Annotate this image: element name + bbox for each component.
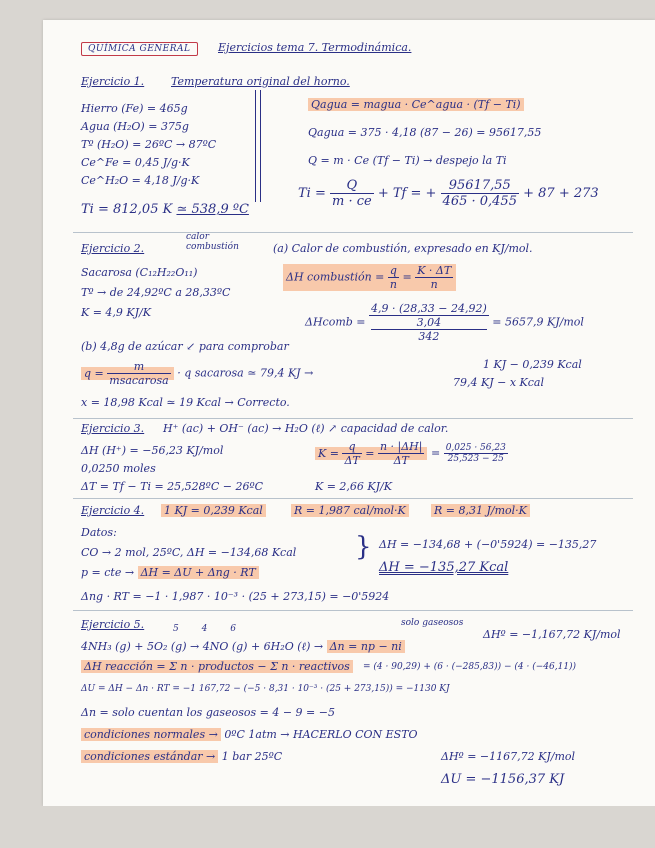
background-margin (0, 806, 655, 848)
ex2-line: Tº → de 24,92ºC a 28,33ºC (81, 286, 231, 299)
ex5-l5c: ΔHº = −1167,72 KJ/mol (441, 750, 576, 763)
ex2-conv1: 1 KJ − 0,239 Kcal (483, 358, 582, 371)
ex2-note: calor combustión (186, 232, 239, 252)
ex5-l3: Δn = solo cuentan los gaseosos = 4 − 9 = −5 (81, 706, 335, 719)
page-title: Ejercicios tema 7. Termodinámica. (218, 41, 412, 54)
ex1-line: Ce^H₂O = 4,18 J/g·K (81, 174, 200, 187)
ex5-l5: condiciones estándar → 1 bar 25ºC (81, 750, 282, 763)
divider-line (260, 90, 261, 202)
subject-label: QUÍMICA GENERAL (81, 42, 198, 56)
ex5-coef: 5 4 6 (173, 624, 236, 634)
ex1-line: Hierro (Fe) = 465g (81, 102, 188, 115)
ex4-const: R = 8,31 J/mol·K (431, 504, 530, 517)
section-separator (73, 498, 633, 499)
ex2-x: x = 18,98 Kcal ≃ 19 Kcal → Correcto. (81, 396, 290, 409)
ex1-subtitle: Temperatura original del horno. (171, 75, 350, 88)
ex2-a: (a) Calor de combustión, expresado en KJ/mol. (273, 242, 533, 255)
ex4-line: CO → 2 mol, 25ºC, ΔH = −134,68 Kcal (81, 546, 297, 559)
ex4-r2: ΔH = −135,27 Kcal (379, 560, 509, 575)
ex2-b: (b) 4,8g de azúcar ↙ para comprobar (81, 340, 289, 353)
ex2-q: q = $\frac{m}{\text{msacarosa}}$ · q sacarosa ≃ 79,4 KJ → (81, 360, 313, 387)
brace: } (355, 532, 372, 562)
ex1-q2: Qagua = 375 · 4,18 (87 − 26) = 95617,55 (308, 126, 542, 139)
notebook-page (43, 20, 655, 806)
ex4-r1: ΔH = −134,68 + (−0'5924) = −135,27 (379, 538, 597, 551)
ex1-title: Ejercicio 1. (81, 75, 145, 88)
divider-line (255, 90, 256, 202)
ex5-l4: condiciones normales → 0ºC 1atm → HACERLO CON ESTO (81, 728, 418, 741)
ex5-l6: ΔU = −1156,37 KJ (441, 772, 565, 787)
ex5-rxn: 4NH₃ (g) + 5O₂ (g) → 4NO (g) + 6H₂O (ℓ) → Δn = np − ni (81, 640, 405, 653)
section-separator (73, 418, 633, 419)
ex4-line: Δng · RT = −1 · 1,987 · 10⁻³ · (25 + 273,15) = −0'5924 (81, 590, 390, 603)
ex2-comb: ΔHcomb = 4,9 · (28,33 − 24,92) 3,04 342 = 5657,9 KJ/mol (305, 302, 584, 343)
ex4-datos: Datos: (81, 526, 117, 539)
ex1-line: Tº (H₂O) = 26ºC → 87ºC (81, 138, 217, 151)
ex5-title: Ejercicio 5. (81, 618, 145, 631)
ex4-title: Ejercicio 4. (81, 504, 145, 517)
ex5-dn-note: solo gaseosos (401, 618, 464, 628)
ex1-q3: Q = m · Ce (Tf − Ti) → despejo la Ti (308, 154, 507, 167)
ex1-line: Ce^Fe = 0,45 J/g·K (81, 156, 190, 169)
ex2-conv2: 79,4 KJ − x Kcal (453, 376, 544, 389)
ex1-result: Ti = 812,05 K ≃ 538,9 ºC (81, 202, 249, 217)
ex3-title: Ejercicio 3. (81, 422, 145, 435)
ex2-dh: ΔH combustión = $\frac{q}{n}$ = $\frac{K \cdot \Delta T}{n}$ (283, 264, 456, 291)
ex5-l2: ΔU = ΔH − Δn · RT = −1 167,72 − (−5 · 8,31 · 10⁻³ · (25 + 273,15)) = −1130 KJ (81, 684, 450, 694)
ex3-rxn: H⁺ (ac) + OH⁻ (ac) → H₂O (ℓ) ↗ capacidad de calor. (163, 422, 449, 435)
ex5-l1: ΔH reacción = Σ n · productos − Σ n · reactivos (81, 660, 353, 673)
ex1-q1: Qagua = magua · Ce^agua · (Tf − Ti) (308, 98, 524, 111)
ex3-k: K = $\frac{q}{\Delta T}$ = $\frac{n \cdot |\Delta H|}{\Delta T}$ = $\frac{0,025 \cdot 56,23}{25,523 - 25}$ (315, 440, 508, 467)
ex2-title: Ejercicio 2. (81, 242, 145, 255)
section-separator (73, 610, 633, 611)
ex3-line: ΔH (H⁺) = −56,23 KJ/mol (81, 444, 224, 457)
ex3-line: 0,0250 moles (81, 462, 156, 475)
ex4-line: p = cte → ΔH = ΔU + Δng · RT (81, 566, 259, 579)
ex2-line: K = 4,9 KJ/K (81, 306, 151, 319)
ex3-line: ΔT = Tf − Ti = 25,528ºC − 26ºC (81, 480, 264, 493)
ex5-l1b: = (4 · 90,29) + (6 · (−285,83)) − (4 · (−46,11)) (363, 662, 577, 672)
ex5-dh0: ΔHº = −1,167,72 KJ/mol (483, 628, 621, 641)
ex4-const: R = 1,987 cal/mol·K (291, 504, 409, 517)
ex1-line: Agua (H₂O) = 375g (81, 120, 189, 133)
ex4-const: 1 KJ = 0,239 Kcal (161, 504, 266, 517)
ex3-result: K = 2,66 KJ/K (315, 480, 392, 493)
ex1-q4: Ti = $\frac{Q}{m \cdot ce}$ + Tf = + $\frac{95617,55}{465 \cdot 0,455}$ + 87 + 273 (298, 178, 599, 209)
ex2-line: Sacarosa (C₁₂H₂₂O₁₁) (81, 266, 198, 279)
section-separator (73, 232, 633, 233)
